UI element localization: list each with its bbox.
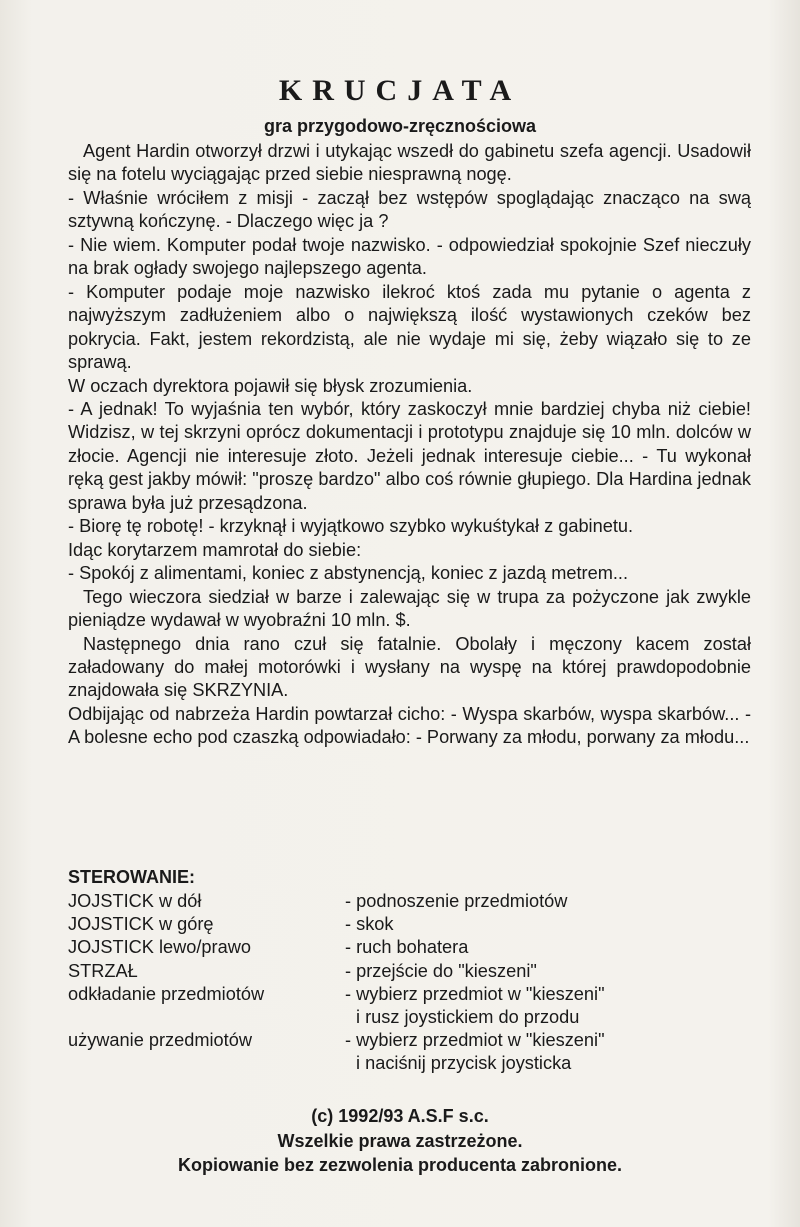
control-action: - skok: [345, 914, 394, 935]
control-action: - przejście do "kieszeni": [345, 960, 537, 981]
document-title: KRUCJATA: [278, 74, 522, 107]
story-paragraph: - Biorę tę robotę! - krzyknął i wyjątkowo szybko wykuśtykał z gabinetu.: [68, 516, 634, 537]
story-paragraph: - Spokój z alimentami, koniec z abstynencją, koniec z jazdą metrem...: [68, 563, 629, 584]
copyright-block: [0, 1104, 800, 1178]
control-key: [68, 1006, 345, 1029]
control-action: - wybierz przedmiot w "kieszeni": [345, 983, 605, 1004]
control-row: [68, 936, 768, 959]
copy-prohibition-line: Kopiowanie bez zezwolenia producenta zabronione.: [177, 1155, 623, 1175]
controls-heading: STEROWANIE:: [68, 867, 196, 887]
copyright-line: (c) 1992/93 A.S.F s.c.: [311, 1106, 489, 1126]
story-text: [68, 140, 751, 750]
control-key: JOJSTICK w dół: [68, 891, 202, 911]
control-row: [68, 983, 768, 1006]
control-action: i naciśnij przycisk joysticka: [356, 1053, 572, 1074]
control-row: [68, 1052, 768, 1075]
control-row: [68, 913, 768, 936]
story-paragraph: W oczach dyrektora pojawił się błysk zrozumienia.: [68, 375, 473, 396]
controls-table: [68, 890, 768, 1076]
document-subtitle: gra przygodowo-zręcznościowa: [263, 116, 537, 136]
control-key: używanie przedmiotów: [68, 1030, 252, 1051]
control-action: i rusz joystickiem do przodu: [356, 1007, 580, 1028]
control-key: [68, 1052, 345, 1075]
control-action: - podnoszenie przedmiotów: [345, 891, 568, 911]
story-paragraph: Agent Hardin otworzył drzwi i utykając wszedł do gabinetu szefa agencji. Usadowił się na fotelu wyciągając przed siebie niesprawną nogę.: [68, 141, 751, 185]
story-paragraph: - Nie wiem. Komputer podał twoje nazwisko. - odpowiedział spokojnie Szef nieczuły na brak ogłady swojego najlepszego agenta.: [68, 234, 751, 279]
control-key: JOJSTICK w górę: [68, 914, 214, 935]
story-paragraph: Idąc korytarzem mamrotał do siebie:: [68, 539, 362, 560]
story-paragraph: - A jednak! To wyjaśnia ten wybór, który zaskoczył mnie bardziej chyba niż ciebie! Widzisz, w tej skrzyni oprócz dokumentacji i prototypu znajduje się 10 mln. dolców w złocie. Agencji nie interesuje złoto. Jeżeli jednak interesuje ciebie... - Tu wykonał ręką gest jakby mówił: "proszę bardzo" albo coś równie głupiego. Dla Hardina jednak sprawa była już przesądzona.: [68, 398, 751, 513]
rights-line: Wszelkie prawa zastrzeżone.: [277, 1130, 523, 1151]
control-key: STRZAŁ: [68, 960, 138, 981]
story-paragraph: Odbijając od nabrzeża Hardin powtarzał cicho: - Wyspa skarbów, wyspa skarbów... - A bolesne echo pod czaszką odpowiadało: - Porwany za młodu, porwany za młodu...: [68, 703, 751, 748]
control-row: [68, 1029, 768, 1052]
control-row: [68, 960, 768, 983]
control-action: - wybierz przedmiot w "kieszeni": [345, 1030, 605, 1051]
story-paragraph: Następnego dnia rano czuł się fatalnie. Obolały i męczony kacem został załadowany do małej motorówki i wysłany na wyspę na której prawdopodobnie znajdowała się SKRZYNIA.: [68, 633, 751, 701]
control-row: [68, 1006, 768, 1029]
control-row: [68, 890, 768, 913]
control-action: - ruch bohatera: [345, 937, 469, 958]
control-key: odkładanie przedmiotów: [68, 983, 265, 1004]
story-paragraph: - Właśnie wróciłem z misji - zaczął bez wstępów spoglądając znacząco na swą sztywną kończynę. - Dlaczego więc ja ?: [68, 187, 751, 232]
control-key: JOJSTICK lewo/prawo: [68, 937, 251, 958]
story-paragraph: Tego wieczora siedział w barze i zalewając się w trupa za pożyczone jak zwykle pieniądze wydawał w wyobraźni 10 mln. $.: [68, 586, 751, 631]
story-paragraph: - Komputer podaje moje nazwisko ilekroć ktoś zada mu pytanie o agenta z najwyższym zadłużeniem albo o największą ilość wystawionych czeków bez pokrycia. Fakt, jestem rekordzistą, ale nie wydaje mi się, żeby wiązało się to ze sprawą.: [68, 281, 751, 373]
